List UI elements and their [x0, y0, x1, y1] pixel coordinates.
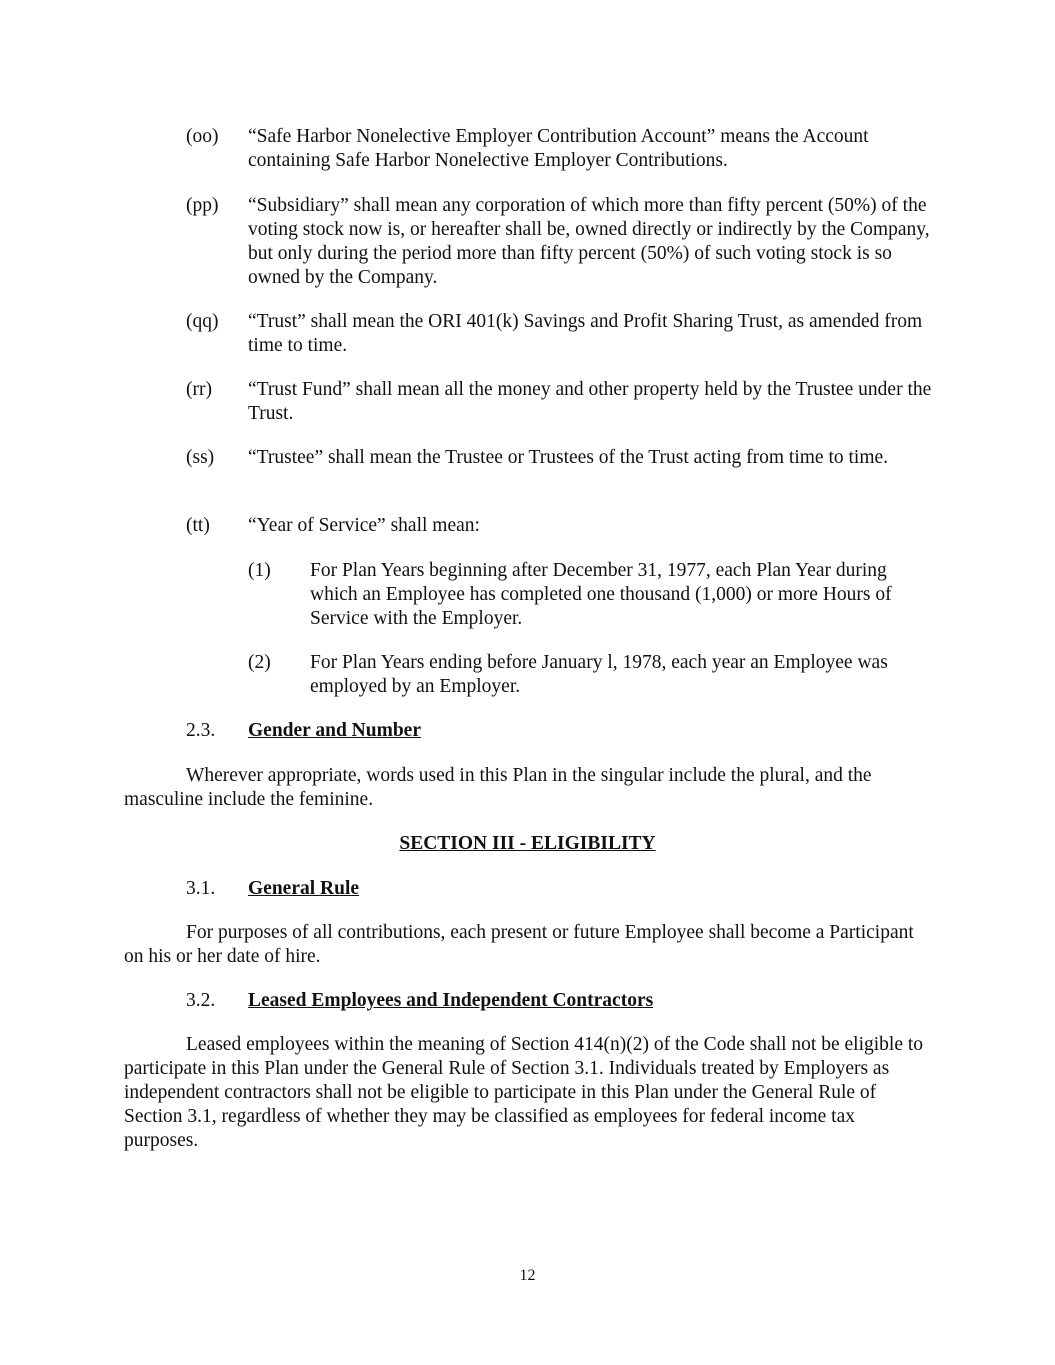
definition-label: (ss) — [186, 447, 215, 468]
definition-pp — [186, 194, 936, 290]
definition-text: “Trust” shall mean the ORI 401(k) Savings and Profit Sharing Trust, as amended from time to time. — [248, 311, 923, 356]
section-heading-3-2 — [186, 989, 886, 1013]
subitem-label: (1) — [248, 560, 271, 581]
subitem-label: (2) — [248, 652, 271, 673]
section-2-3-body: Wherever appropriate, words used in this Plan in the singular include the plural, and the masculine include the feminine. — [124, 765, 872, 810]
subitem-2 — [248, 651, 938, 699]
definition-label: (oo) — [186, 126, 219, 147]
section-3-1-body: For purposes of all contributions, each present or future Employee shall become a Participant on his or her date of hire. — [124, 922, 914, 967]
section-number: 3.2. — [186, 990, 216, 1011]
definition-label: (qq) — [186, 311, 219, 332]
definition-ss — [186, 446, 936, 470]
subitem-text: For Plan Years ending before January l, 1978, each year an Employee was employed by an Employer. — [310, 652, 888, 697]
definition-text: “Year of Service” shall mean: — [248, 515, 480, 536]
definition-label: (rr) — [186, 379, 212, 400]
definition-text: “Trustee” shall mean the Trustee or Trustees of the Trust acting from time to time. — [248, 447, 889, 468]
definition-label: (pp) — [186, 195, 219, 216]
subitem-1 — [248, 559, 938, 631]
section-heading-2-3 — [186, 719, 886, 743]
section-title: Gender and Number — [248, 720, 421, 741]
section-title: General Rule — [248, 878, 360, 899]
section-3-2-body: Leased employees within the meaning of Section 414(n)(2) of the Code shall not be eligible to participate in this Plan under the General Rule of Section 3.1. Individuals treated by Employers as independent contractors shall not be eligible to participate in this Plan under the General Rule of Section 3.1, regardless of whether they may be classified as employees for federal income tax purposes. — [124, 1034, 924, 1151]
section-heading-3-1 — [186, 877, 886, 901]
definition-text: “Trust Fund” shall mean all the money and other property held by the Trustee under the Trust. — [248, 379, 932, 424]
subitem-text: For Plan Years beginning after December 31, 1977, each Plan Year during which an Employee has completed one thousand (1,000) or more Hours of Service with the Employer. — [310, 560, 892, 629]
section-title: Leased Employees and Independent Contractors — [248, 990, 654, 1011]
section-number: 2.3. — [186, 720, 216, 741]
definition-oo — [186, 125, 936, 173]
definition-label: (tt) — [186, 515, 210, 536]
definition-tt — [186, 514, 936, 538]
definition-text: “Subsidiary” shall mean any corporation of which more than fifty percent (50%) of the voting stock now is, or hereafter shall be, owned directly or indirectly by the Company, but only during the period more than fifty percent (50%) of such voting stock is so owned by the Company. — [248, 195, 930, 288]
section-iii-heading: SECTION III - ELIGIBILITY — [399, 833, 656, 854]
page-number: 12 — [519, 1267, 536, 1284]
definition-qq — [186, 310, 936, 358]
section-number: 3.1. — [186, 878, 216, 899]
definition-text: “Safe Harbor Nonelective Employer Contribution Account” means the Account containing Safe Harbor Nonelective Employer Contributions. — [248, 126, 869, 171]
definition-rr — [186, 378, 936, 426]
